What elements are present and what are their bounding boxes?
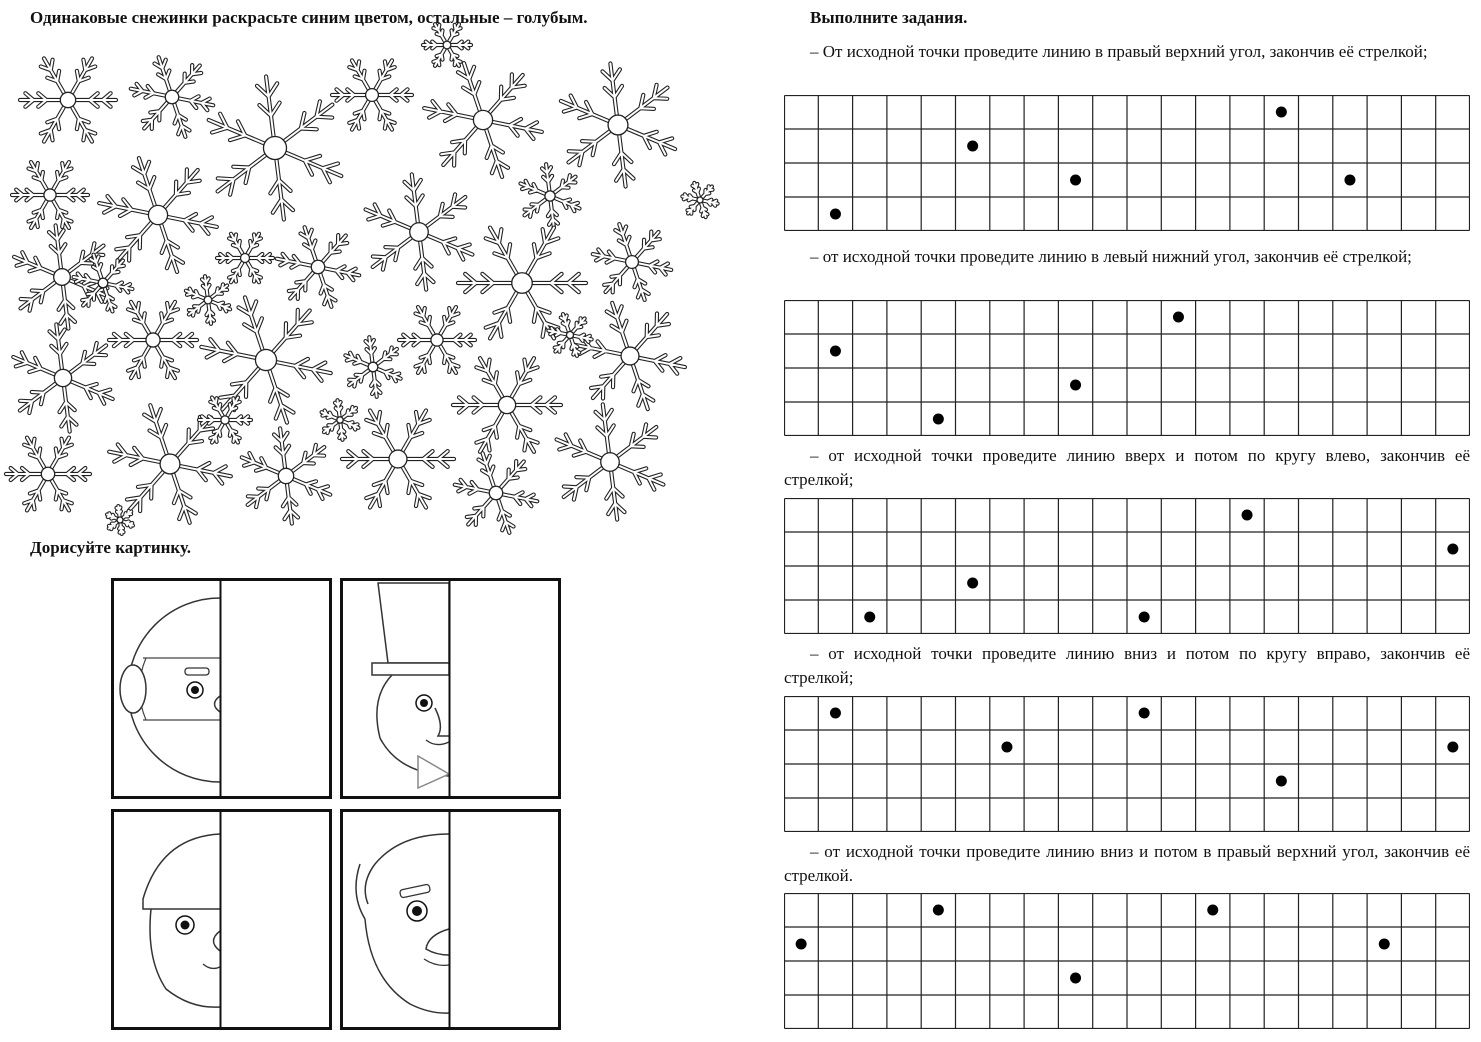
cap-face-panel [111,809,332,1030]
grid-dot [1070,175,1081,186]
snowflake-icon [678,178,722,222]
grid-dot [1070,380,1081,391]
grid-dot [1379,939,1390,950]
grid-dot [967,578,978,589]
grid-dot [1139,612,1150,623]
dot-grid-2 [784,300,1470,436]
snowflake-icon [2,428,94,520]
snowflake-field [0,0,740,540]
dot-grid-3 [784,498,1470,634]
snowflake-icon [316,396,364,444]
snowflake-icon [328,51,416,139]
grid-dot [1207,905,1218,916]
grid-dot [1276,107,1287,118]
snowflake-task-heading: Одинаковые снежинки раскрасьте синим цветом, остальные – голубым. [30,8,588,27]
grid-dot [1447,544,1458,555]
grid-dot [1344,175,1355,186]
dot-grid-5 [784,893,1470,1029]
angry-face-panel [340,809,561,1030]
grid-dot [1173,312,1184,323]
grid-dot [830,708,841,719]
dot-grid-1 [784,95,1470,231]
grid-dot [830,346,841,357]
grid-dot [796,939,807,950]
snowflake-icon [548,400,672,524]
dot-grid-4 [784,696,1470,832]
top-hat-icon [378,583,449,663]
task-1-text: – От исходной точки проведите линию в правый верхний угол, закончив её стрелкой; [810,42,1428,61]
grid-dot [967,141,978,152]
ear-icon [120,665,146,713]
snowflake-icon [419,17,475,73]
grid-dot [1242,510,1253,521]
task-4-text: – от исходной точки проведите линию вниз и потом по кругу вправо, закончив её стрелкой; [784,644,1470,687]
snowflake-icon [69,249,137,317]
snowflake-icon [588,218,676,306]
grid-dot [1139,708,1150,719]
snowflake-icon [195,390,255,450]
top-hat-face-panel [340,578,561,799]
snowflake-icon [544,309,596,361]
grid-dot [1070,973,1081,984]
snowflake-icon [180,272,236,328]
helmet-face-panel [111,578,332,799]
draw-task-heading: Дорисуйте картинку. [30,538,192,557]
task-2-text: – от исходной точки проведите линию в левый нижний угол, закончив её стрелкой; [810,247,1412,266]
grid-dot [933,905,944,916]
tasks-heading: Выполните задания. [810,8,968,27]
grid-dot [864,612,875,623]
task-3-text: – от исходной точки проведите линию вверх и потом по кругу влево, закончив её стрелкой; [784,446,1470,489]
snowflake-icon [102,502,138,538]
snowflake-icon [16,48,120,152]
snowflake-icon [450,447,542,539]
grid-dot [830,209,841,220]
task-5-text: – от исходной точки проведите линию вниз и потом в правый верхний угол, закончив её стрелкой. [784,842,1470,885]
grid-dot [1001,742,1012,753]
grid-dot [1447,742,1458,753]
grid-dot [1276,776,1287,787]
grid-dot [933,414,944,425]
